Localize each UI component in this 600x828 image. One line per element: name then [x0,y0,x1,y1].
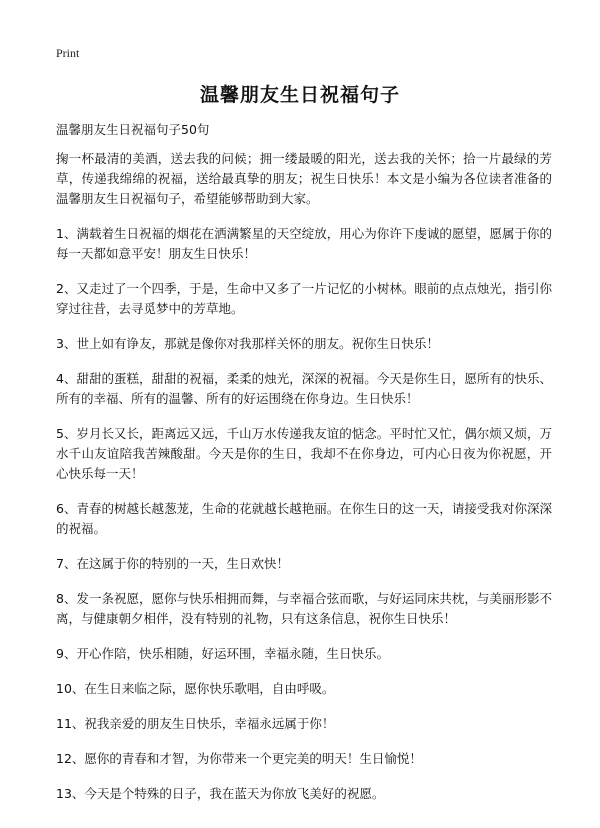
wish-item: 10、在生日来临之际，愿你快乐歌唱，自由呼吸。 [56,681,335,696]
page-subtitle: 温馨朋友生日祝福句子50句 [56,122,210,137]
wish-item: 11、祝我亲爱的朋友生日快乐，幸福永远属于你！ [56,716,335,731]
wish-item: 13、今天是个特殊的日子，我在蓝天为你放飞美好的祝愿。 [56,786,385,801]
wish-item: 1、满载着生日祝福的烟花在洒满繁星的天空绽放，用心为你许下虔诚的愿望，愿属于你的每一天都如意平安！朋友生日快乐！ [56,226,552,261]
article-body [56,149,552,819]
wish-item: 12、愿你的青春和才智，为你带来一个更完美的明天！生日愉悦！ [56,751,422,766]
wish-item: 6、青春的树越长越葱茏，生命的花就越长越艳丽。在你生日的这一天，请接受我对你深深的祝福。 [56,501,552,536]
wish-item: 2、又走过了一个四季，于是，生命中又多了一片记忆的小树林。眼前的点点烛光，指引你穿过往昔，去寻觅梦中的芳草地。 [56,281,552,316]
wish-item: 5、岁月长又长，距离远又远，千山万水传递我友谊的惦念。平时忙又忙，偶尔烦又烦，万水千山友谊陪我苦辣酸甜。今天是你的生日，我却不在你身边，可内心日夜为你祝愿，开心快乐每一天！ [56,426,552,481]
wish-item: 3、世上如有诤友，那就是像你对我那样关怀的朋友。祝你生日快乐！ [56,336,439,351]
wish-item: 4、甜甜的蛋糕，甜甜的祝福，柔柔的烛光，深深的祝福。今天是你生日，愿所有的快乐、所有的幸福、所有的温馨、所有的好运围绕在你身边。生日快乐！ [56,371,552,406]
wish-item: 9、开心作陪，快乐相随，好运环围，幸福永随，生日快乐。 [56,646,389,661]
print-link[interactable]: Print [56,46,80,60]
wish-item: 8、发一条祝愿，愿你与快乐相拥而舞，与幸福合弦而歌，与好运同床共枕，与美丽形影不离，与健康朝夕相伴，没有特别的礼物，只有这条信息，祝你生日快乐！ [56,591,552,626]
intro-paragraph: 掬一杯最清的美酒，送去我的问候；拥一缕最暖的阳光，送去我的关怀；拾一片最绿的芳草，传递我绵绵的祝福，送给最真挚的朋友；祝生日快乐！本文是小编为各位读者准备的温馨朋友生日祝福句子，希望能够帮助到大家。 [56,151,552,206]
page-title: 温馨朋友生日祝福句子 [199,84,400,106]
wish-item: 7、在这属于你的特别的一天，生日欢快！ [56,556,289,571]
